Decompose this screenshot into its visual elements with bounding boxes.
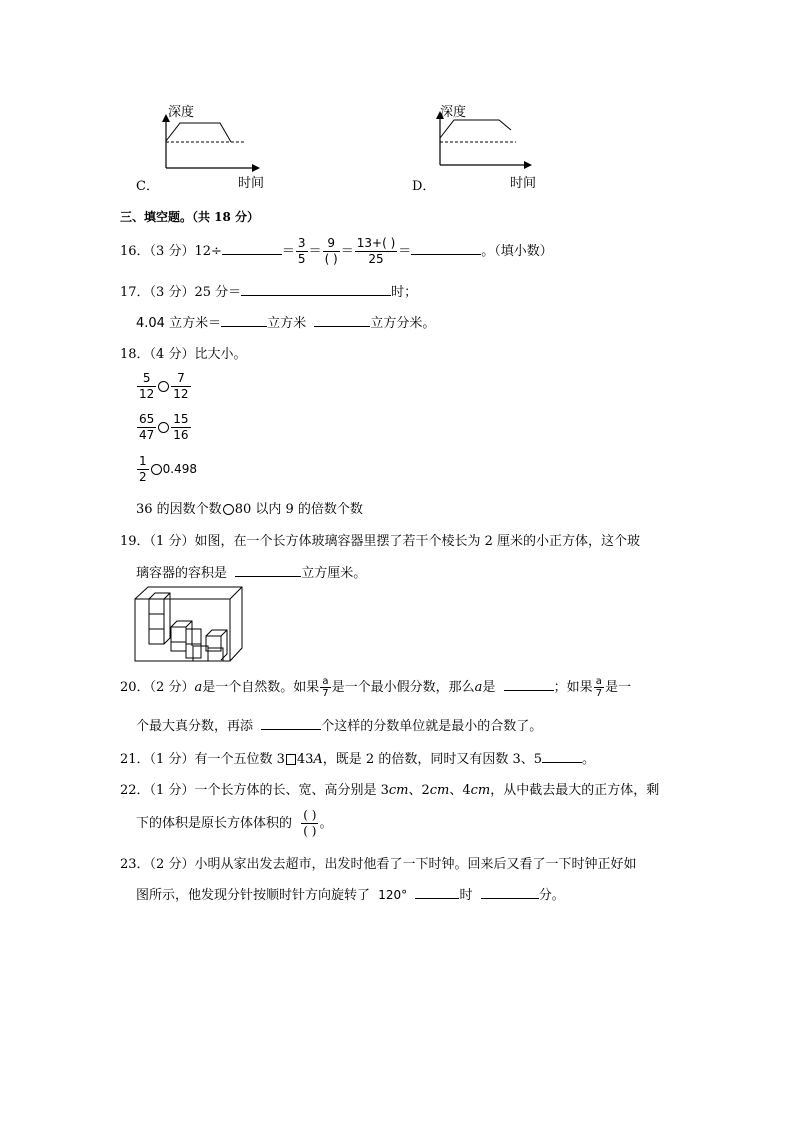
q23-blank-2[interactable] — [481, 886, 539, 899]
q20-f2-num: a — [594, 676, 604, 688]
q18-row-3 — [136, 454, 197, 485]
q23-hour-unit: 时 — [459, 888, 473, 903]
graph-d-ylabel: 深度 — [440, 105, 467, 120]
q16-eq-2: ＝ — [308, 244, 322, 259]
q16-blank-1[interactable] — [222, 242, 282, 255]
cube-edge — [164, 593, 170, 599]
cube-top — [206, 630, 227, 660]
q21-text-4: 。 — [582, 752, 596, 767]
depth-curve — [166, 123, 231, 142]
q20-f2-den: 7 — [595, 688, 603, 699]
q17-blank-3[interactable] — [314, 314, 370, 327]
x-arrow — [524, 161, 532, 169]
question-23 — [120, 853, 636, 872]
q23-line1: 小明从家出发去超市，出发时他看了一下时钟。回来后又看了一下时钟正好如 — [194, 857, 637, 872]
q16-fraction-1 — [296, 236, 308, 267]
cube — [149, 614, 164, 629]
q18-r3-ad: 2 — [139, 470, 147, 484]
glass-container-figure — [134, 586, 246, 670]
q22-unit-cm-1: cm — [388, 783, 409, 798]
q18-r4-right: 80 以内 9 的倍数个数 — [234, 502, 363, 517]
q16-eq-1: ＝ — [281, 244, 295, 259]
q19-line2 — [136, 562, 366, 581]
graph-c-xlabel: 时间 — [238, 176, 265, 191]
q17-blank-2[interactable] — [221, 314, 267, 327]
q17-unit2b: 立方分米。 — [370, 316, 436, 331]
question-20 — [120, 675, 631, 701]
q17-number: 17．（3 分） — [120, 285, 195, 300]
q20-f1-den: 7 — [322, 688, 329, 699]
q22-answer-fraction[interactable] — [301, 808, 318, 839]
cube — [171, 627, 186, 642]
q20-number: 20．（2 分） — [120, 680, 195, 695]
q16-number: 16．（3 分） — [120, 244, 195, 259]
q18-r1-ad: 12 — [139, 387, 155, 401]
q18-r4-left: 36 的因数个数 — [136, 502, 222, 517]
graph-c — [130, 98, 280, 193]
compare-circle-2[interactable] — [158, 422, 169, 433]
q18-r1-bd: 12 — [173, 387, 189, 401]
x-arrow — [252, 164, 260, 172]
q18-r2-bn: 15 — [173, 412, 189, 426]
q17-unit1: 时； — [391, 285, 418, 300]
q20-text-3: 是 — [482, 680, 496, 695]
q17-line2 — [136, 312, 435, 331]
q21-square-box[interactable] — [286, 754, 296, 765]
q23-line2-lead: 图所示，他发现分针按顺时针方向旋转了 — [136, 888, 371, 903]
q16-f1-den: 5 — [297, 252, 306, 266]
q19-number: 19．（1 分） — [120, 534, 195, 549]
q16-fraction-3 — [355, 236, 398, 267]
q16-f2-den[interactable]: ( ) — [324, 252, 338, 266]
q22-line2-lead: 下的体积是原长方体体积的 — [136, 816, 293, 831]
q20-line2 — [136, 715, 542, 734]
q16-f2-num: 9 — [323, 236, 340, 252]
q22-line2 — [136, 806, 332, 842]
cube — [149, 599, 164, 614]
q18-r2-ad: 47 — [139, 428, 155, 442]
q20-line2-lead: 个最大真分数，再添 — [136, 719, 254, 734]
q20-blank-2[interactable] — [261, 717, 321, 730]
q22-unit-cm-2: cm — [429, 783, 450, 798]
question-21 — [120, 748, 595, 767]
q18-r3-left — [137, 454, 149, 485]
cube-edge — [221, 630, 227, 636]
q18-r1-right — [171, 371, 190, 402]
q17-blank-1[interactable] — [241, 283, 391, 296]
q21-var-A: A — [313, 752, 323, 767]
q20-text-4: ；如果 — [553, 680, 593, 695]
q18-r2-left — [137, 412, 156, 443]
container-edge — [230, 587, 242, 599]
compare-circle-4[interactable] — [223, 504, 234, 515]
q19-line2-lead: 璃容器的容积是 — [136, 566, 228, 581]
q21-blank[interactable] — [542, 750, 582, 763]
cube — [186, 629, 201, 644]
question-22 — [120, 779, 659, 798]
q19-line1: 如图，在一个长方体玻璃容器里摆了若干个棱长为 2 厘米的小正方体，这个玻 — [194, 534, 640, 549]
q20-f1-num: a — [320, 676, 330, 688]
cube — [149, 629, 164, 644]
q22-frac-num[interactable]: ( ) — [303, 808, 317, 822]
q18-r3-an: 1 — [139, 454, 147, 468]
q22-text-3: 、4 — [449, 783, 471, 798]
q18-r3-b: 0.498 — [162, 462, 197, 476]
graph-d-xlabel: 时间 — [510, 176, 537, 191]
q16-f3-den: 25 — [368, 252, 384, 266]
question-16 — [120, 236, 553, 267]
q22-text-4: ，从中截去最大的正方体，剩 — [490, 783, 660, 798]
q20-var-a: a — [194, 680, 203, 695]
q20-fraction-2 — [594, 676, 604, 699]
compare-circle-3[interactable] — [151, 464, 162, 475]
q16-tail: 。（填小数） — [481, 244, 553, 259]
compare-circle-1[interactable] — [158, 381, 169, 392]
container-cubes-svg — [134, 586, 246, 666]
q18-r2-an: 65 — [139, 412, 155, 426]
q22-text-1: 一个长方体的长、宽、高分别是 3 — [194, 783, 389, 798]
q20-var-a-2: a — [474, 680, 483, 695]
q17-unit2a: 立方米 — [267, 316, 307, 331]
q23-line2 — [136, 884, 565, 903]
graph-c-ylabel: 深度 — [168, 105, 195, 120]
q16-fraction-2 — [323, 236, 340, 267]
q21-text-3: ，既是 2 的倍数，同时又有因数 3、5 — [322, 752, 543, 767]
q21-text-2: 43 — [296, 752, 314, 767]
cube — [171, 642, 186, 651]
q16-blank-2[interactable] — [411, 242, 481, 255]
option-d-label: D． — [412, 179, 436, 194]
q16-eq-3: ＝ — [340, 244, 354, 259]
q18-r1-bn: 7 — [171, 371, 190, 387]
question-17 — [120, 281, 417, 300]
q20-text-2: 是一个最小假分数，那么 — [331, 680, 475, 695]
q16-lead: 12÷ — [194, 244, 222, 259]
q17-line1: 25 分＝ — [194, 285, 242, 300]
q23-number: 23．（2 分） — [120, 857, 195, 872]
q19-line2-tail: 立方厘米。 — [301, 566, 367, 581]
q16-f1-num: 3 — [297, 236, 306, 250]
q23-blank-1[interactable] — [415, 886, 459, 899]
q18-text: 比大小。 — [194, 347, 247, 362]
q20-text-1: 是一个自然数。如果 — [202, 680, 320, 695]
depth-curve — [440, 120, 511, 138]
q22-unit-cm-3: cm — [470, 783, 491, 798]
q18-row-4 — [136, 498, 363, 517]
cube-edge — [186, 621, 192, 627]
cube-top — [149, 593, 170, 644]
section-title: 三、填空题。（共 18 分） — [120, 210, 260, 224]
q18-r2-right — [171, 412, 190, 443]
option-c-label: C． — [136, 179, 159, 194]
q21-number: 21．（1 分） — [120, 752, 195, 767]
q23-minute-unit: 分。 — [538, 888, 565, 903]
question-18 — [120, 343, 246, 362]
q16-f3-num[interactable]: 13+( ) — [356, 236, 396, 250]
q22-line2-tail: 。 — [319, 816, 333, 831]
q20-text-5: 是一 — [605, 680, 632, 695]
graph-d — [402, 98, 552, 193]
question-19 — [120, 530, 640, 549]
q17-line2-lead: 4.04 立方米＝ — [136, 316, 222, 331]
q16-eq-4: ＝ — [398, 244, 412, 259]
q19-blank[interactable] — [235, 564, 301, 577]
q21-text-1: 有一个五位数 3 — [194, 752, 285, 767]
q20-blank-1[interactable] — [504, 678, 554, 691]
q18-r1-an: 5 — [137, 371, 156, 387]
q20-line2-tail: 个这样的分数单位就是最小的合数了。 — [321, 719, 543, 734]
q18-r2-bd: 16 — [173, 428, 189, 442]
q22-text-2: 、2 — [408, 783, 430, 798]
q18-row-1 — [136, 371, 192, 402]
q18-number: 18．（4 分） — [120, 347, 195, 362]
q23-degrees: 120° — [378, 888, 408, 902]
q20-fraction-1 — [320, 676, 330, 699]
q22-frac-den[interactable]: ( ) — [303, 824, 317, 838]
q22-number: 22．（1 分） — [120, 783, 195, 798]
q18-r1-left — [137, 371, 156, 402]
q18-row-2 — [136, 412, 192, 443]
